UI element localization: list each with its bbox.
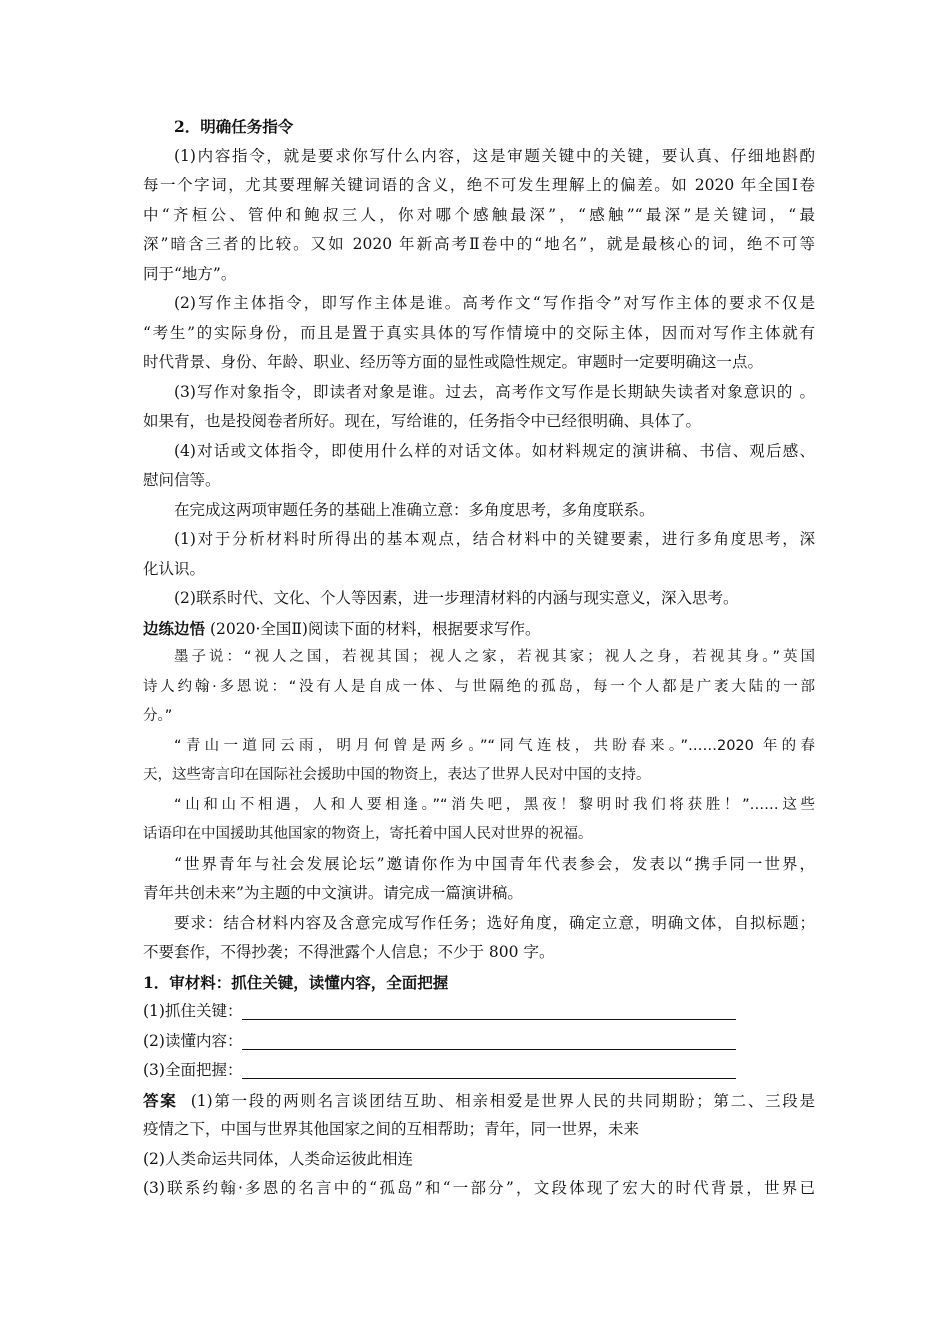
text-line: 诗人约翰·多恩说：“没有人是自成一体、与世隔绝的孤岛，每一个人都是广袤大陆的一部 xyxy=(143,678,815,695)
paragraph-intent: 在完成这两项审题任务的基础上准确立意：多角度思考，多角度联系。 xyxy=(174,500,655,519)
text-line xyxy=(143,1086,815,1116)
question-heading: 1．审材料：抓住关键，读懂内容，全面把握 xyxy=(143,972,449,992)
question-label: (3)全面把握： xyxy=(143,1061,243,1079)
text-line: (3)写作对象指令，即读者对象是谁。过去，高考作文写作是长期缺失读者对象意识的 。 xyxy=(174,382,815,401)
text-line: 慰问信等。 xyxy=(143,471,221,489)
text-line: 青年共创未来”为主题的中文演讲。请完成一篇演讲稿。 xyxy=(143,884,523,902)
requirements xyxy=(143,909,815,968)
text-line: “考生”的实际身份，而且是置于真实具体的写作情境中的交际主体，因而对写作主体就有 xyxy=(143,323,815,342)
text-line: 每一个字词，尤其要理解关键词语的含义，绝不可发生理解上的偏差。如 2020 年全国Ⅰ卷 xyxy=(143,176,815,194)
document-page xyxy=(143,112,815,1204)
practice-heading xyxy=(143,614,815,644)
task-description xyxy=(143,850,815,909)
answer-block xyxy=(143,1086,815,1204)
text-line: 不要套作，不得抄袭；不得泄露个人信息；不少于 800 字。 xyxy=(143,943,555,961)
material-block xyxy=(143,643,815,850)
question-label: (1)抓住关键： xyxy=(143,1002,243,1020)
paragraph-context: (2)联系时代、文化、个人等因素，进一步理清材料的内涵与现实意义，深入思考。 xyxy=(174,589,739,607)
text-line: 疫情之下，中国与世界其他国家之间的互相帮助；青年，同一世界，未来 xyxy=(143,1120,640,1138)
text-line: 时代背景、身份、年龄、职业、经历等方面的显性或隐性规定。审题时一定要明确这一点。 xyxy=(143,353,764,371)
answer-text: (1)第一段的两则名言谈团结互助、相亲相爱是世界人民的共同期盼；第二、三段是 xyxy=(190,1091,815,1110)
text-line: 同于“地方”。 xyxy=(143,264,237,283)
text-line: 如果有，也是投阅卷者所好。现在，写给谁的，任务指令中已经很明确、具体了。 xyxy=(143,412,702,430)
text-line: 话语印在中国援助其他国家的物资上，寄托着中国人民对世界的祝福。 xyxy=(143,826,593,842)
text-line: 要求：结合材料内容及含意完成写作任务；选好角度，确定立意，明确文体，自拟标题； xyxy=(174,913,815,932)
answer-blank[interactable] xyxy=(242,1001,736,1020)
text-line: 化认识。 xyxy=(143,559,206,578)
text-line: (2)人类命运共同体，人类命运彼此相连 xyxy=(143,1149,413,1168)
section-heading: 2．明确任务指令 xyxy=(174,117,294,136)
answer-blank[interactable] xyxy=(242,1060,736,1079)
text-line: (1)对于分析材料时所得出的基本观点，结合材料中的关键要素，进行多角度思考，深 xyxy=(174,530,815,548)
question-label: (2)读懂内容： xyxy=(143,1031,243,1050)
text-line: “青山一道同云雨，明月何曾是两乡。”“同气连枝，共盼春来。”……2020 年的春 xyxy=(174,737,815,754)
text-line: 深”暗含三者的比较。又如 2020 年新高考Ⅱ卷中的“地名”，就是最核心的词，绝不可等 xyxy=(143,235,815,253)
paragraph-reader-instruction xyxy=(143,378,815,437)
text-line: 墨子说：“视人之国，若视其国；视人之家，若视其家；视人之身，若视其身。”英国 xyxy=(174,649,815,665)
text-line: (3)联系约翰·多恩的名言中的“孤岛”和“一部分”，文段体现了宏大的时代背景，世界已 xyxy=(143,1179,815,1197)
paragraph-genre-instruction xyxy=(143,437,815,496)
question-overall xyxy=(143,1056,815,1086)
paragraph-multi-angle xyxy=(143,525,815,584)
text-line: “世界青年与社会发展论坛”邀请你作为中国青年代表参会，发表以“携手同一世界， xyxy=(174,854,815,873)
text-line: 分。” xyxy=(143,708,173,724)
paragraph-subject-instruction xyxy=(143,289,815,378)
question-understanding xyxy=(143,1027,815,1057)
text-line: 中“齐桓公、管仲和鲍叔三人，你对哪个感触最深”，“感触”“最深”是关键词，“最 xyxy=(143,205,815,224)
question-key-points xyxy=(143,997,815,1027)
text-line: “山和山不相遇，人和人要相逢。”“消失吧，黑夜！黎明时我们将获胜！”……这些 xyxy=(174,796,815,813)
text-line: 天，这些寄言印在国际社会援助中国的物资上，表达了世界人民对中国的支持。 xyxy=(143,767,651,783)
practice-prompt: (2020·全国Ⅱ)阅读下面的材料，根据要求写作。 xyxy=(209,619,541,638)
text-line: (2)写作主体指令，即写作主体是谁。高考作文“写作指令”对写作主体的要求不仅是 xyxy=(174,294,815,312)
paragraph-content-instruction xyxy=(143,142,815,290)
answer-blank[interactable] xyxy=(242,1031,736,1050)
practice-label: 边练边悟 xyxy=(143,618,206,638)
answer-label: 答案 xyxy=(143,1090,178,1110)
text-line: (4)对话或文体指令，即使用什么样的对话文体。如材料规定的演讲稿、书信、观后感、 xyxy=(174,441,815,460)
text-line: (1)内容指令，就是要求你写什么内容，这是审题关键中的关键，要认真、仔细地斟酌 xyxy=(174,146,815,165)
